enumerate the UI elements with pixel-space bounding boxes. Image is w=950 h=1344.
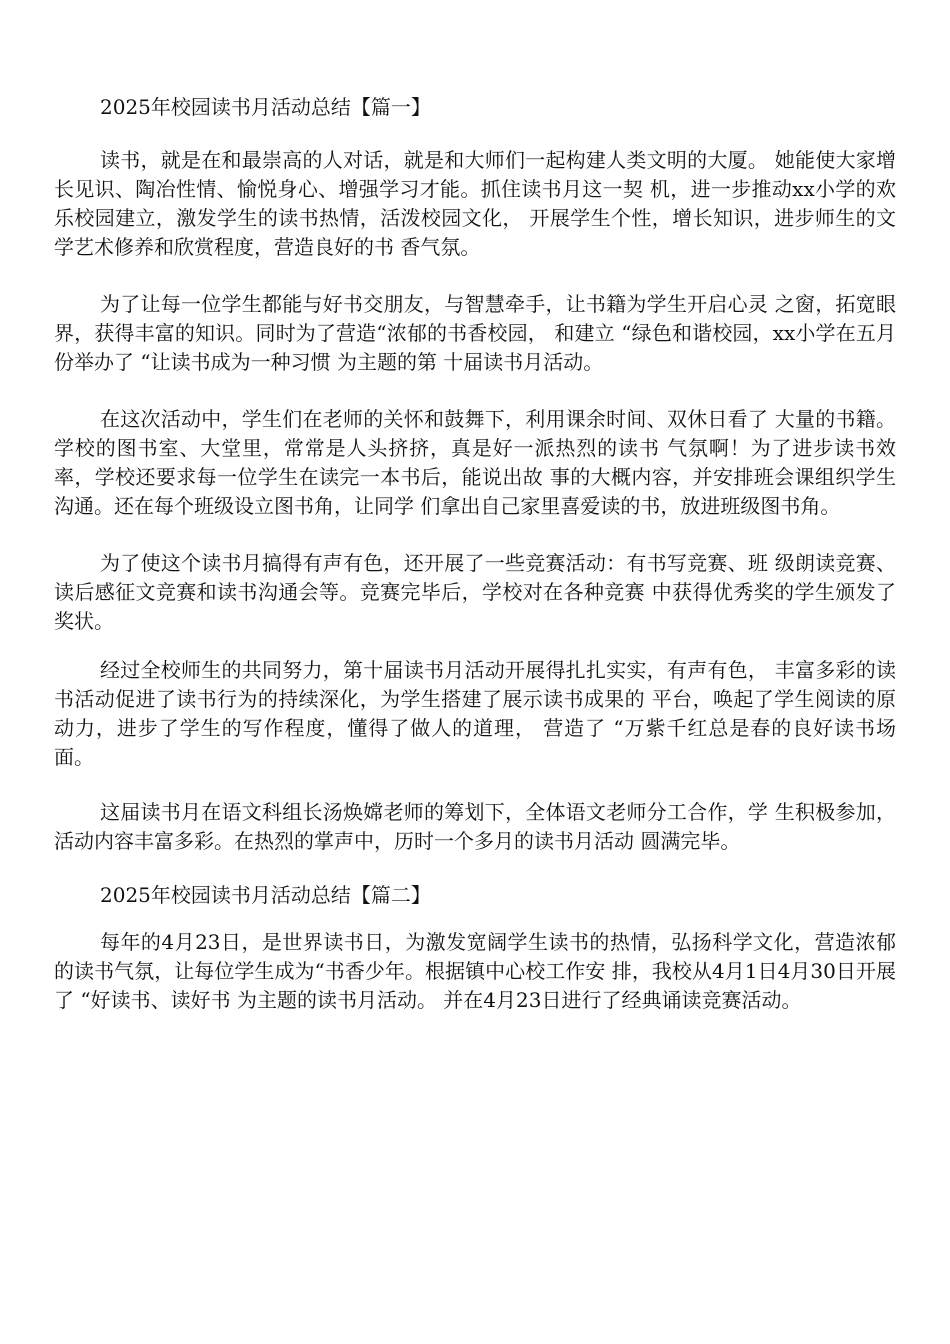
paragraph-5: 经过全校师生的共同努力，第十届读书月活动开展得扎扎实实，有声有色， 丰富多彩的读书活动促进了读书行为的持续深化，为学生搭建了展示读书成果的 平台，唤起了学生阅读的原动力，进步了学生的写作程度，懂得了做人的道理， 营造了 “万紫千红总是春的良好读书场面。 (54, 658, 896, 769)
paragraph-7: 每年的4月23日，是世界读书日，为激发宽阔学生读书的热情，弘扬科学文化，营造浓郁的读书气氛，让每位学生成为“书香少年。根据镇中心校工作安 排，我校从4月1日4月30日开展了 “好读书、读好书 为主题的读书月活动。 并在4月23日进行了经典诵读竞赛活动。 (54, 930, 896, 1012)
paragraph-3: 在这次活动中，学生们在老师的关怀和鼓舞下，利用课余时间、双休日看了 大量的书籍。学校的图书室、大堂里，常常是人头挤挤，真是好一派热烈的读书 气氛啊！为了进步读书效率，学校还要求每一位学生在读完一本书后，能说出故 事的大概内容，并安排班会课组织学生沟通。还在每个班级设立图书角，让同学 们拿出自己家里喜爱读的书，放进班级图书角。 (54, 407, 896, 518)
paragraph-4: 为了使这个读书月搞得有声有色，还开展了一些竞赛活动：有书写竞赛、班 级朗读竞赛、读后感征文竞赛和读书沟通会等。竞赛完毕后，学校对在各种竞赛 中获得优秀奖的学生颁发了奖状。 (54, 551, 896, 633)
paragraph-6: 这届读书月在语文科组长汤焕嫦老师的筹划下，全体语文老师分工合作，学 生积极参加，活动内容丰富多彩。在热烈的掌声中，历时一个多月的读书月活动 圆满完毕。 (54, 800, 896, 853)
document-page (54, 92, 896, 1015)
paragraph-2: 为了让每一位学生都能与好书交朋友，与智慧牵手，让书籍为学生开启心灵 之窗，拓宽眼界，获得丰富的知识。同时为了营造“浓郁的书香校园， 和建立 “绿色和谐校园，xx小学在五月份举办了 “让读书成为一种习惯 为主题的第 十届读书月活动。 (54, 292, 896, 374)
paragraph-1: 读书，就是在和最崇高的人对话，就是和大师们一起构建人类文明的大厦。 她能使大家增长见识、陶冶性情、愉悦身心、增强学习才能。抓住读书月这一契 机，进一步推动xx小学的欢乐校园建立，激发学生的读书热情，活泼校园文化， 开展学生个性，增长知识，进步师生的文学艺术修养和欣赏程度，营造良好的书 香气氛。 (54, 148, 896, 259)
section-heading-1: 2025年校园读书月活动总结【篇一】 (100, 95, 431, 119)
section-heading-2: 2025年校园读书月活动总结【篇二】 (100, 883, 431, 907)
